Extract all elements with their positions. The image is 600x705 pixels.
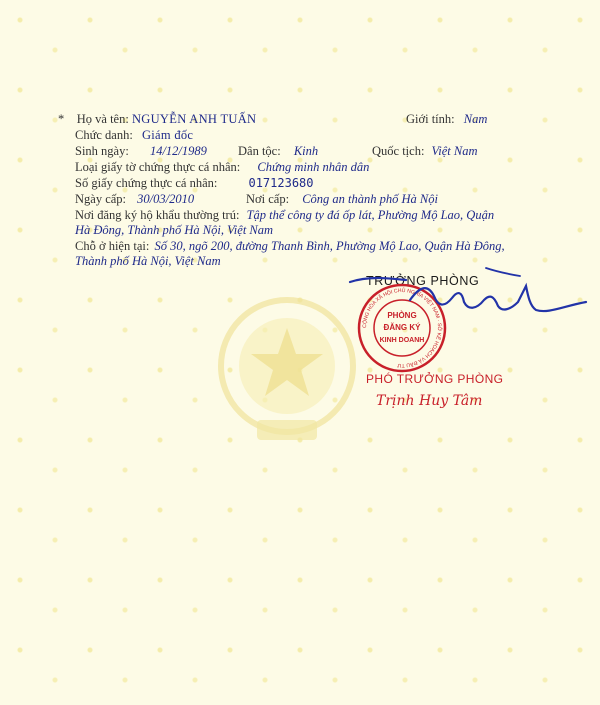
dob-row	[75, 143, 207, 159]
title-value: Giám đốc	[141, 128, 194, 142]
stamp-center-line2: ĐĂNG KÝ	[383, 323, 421, 332]
household-value-line2: Hà Đông, Thành phố Hà Nội, Việt Nam	[75, 223, 274, 237]
name-row	[58, 111, 256, 127]
household-label: Nơi đăng ký hộ khẩu thường trú:	[75, 208, 240, 222]
ethnicity-row	[238, 143, 318, 159]
issue-place-row	[246, 191, 438, 207]
issue-place-label: Nơi cấp:	[246, 192, 290, 206]
residence-row	[75, 238, 505, 254]
gender-row	[406, 111, 487, 127]
title-label: Chức danh:	[75, 128, 133, 142]
nationality-value: Việt Nam	[431, 144, 478, 158]
id-number-label: Số giấy chứng thực cá nhân:	[75, 176, 218, 190]
handwritten-signature	[348, 266, 588, 346]
household-value-line1: Tập thể công ty đá ốp lát, Phường Mộ Lao, Quận	[246, 208, 495, 222]
id-number-row	[75, 175, 314, 191]
residence-value-line1: Số 30, ngõ 200, đường Thanh Bình, Phường Mộ Lao, Quận Hà Đông,	[154, 239, 505, 253]
title-row	[75, 127, 193, 143]
bullet-star: *	[58, 112, 74, 126]
id-type-value: Chứng minh nhân dân	[257, 160, 370, 174]
stamp-center-line1: PHÒNG	[387, 311, 417, 320]
id-type-row	[75, 159, 369, 175]
signature-title: TRƯỞNG PHÒNG	[366, 274, 480, 288]
name-label: Họ và tên:	[76, 112, 129, 126]
issue-date-label: Ngày cấp:	[75, 192, 127, 206]
residence-label: Chỗ ở hiện tại:	[75, 239, 150, 253]
ethnicity-value: Kinh	[293, 144, 319, 158]
ethnicity-label: Dân tộc:	[238, 144, 281, 158]
household-row	[75, 207, 494, 223]
residence-row-2	[75, 253, 221, 269]
household-row-2	[75, 222, 273, 238]
dob-label: Sinh ngày:	[75, 144, 129, 158]
dob-value: 14/12/1989	[149, 144, 207, 158]
gender-value: Nam	[463, 112, 488, 126]
national-emblem-watermark	[212, 288, 362, 458]
stamp-ring-text: CỘNG HÒA XÃ HỘI CHỦ NGHĨA VIỆT NAM · SỞ KẾ HOẠCH VÀ ĐẦU TƯ	[361, 287, 443, 369]
stamp-center-line3: KINH DOANH	[379, 337, 425, 344]
issue-place-value: Công an thành phố Hà Nội	[302, 192, 438, 206]
issue-date-value: 30/03/2010	[137, 192, 195, 206]
nationality-row	[372, 143, 478, 159]
deputy-title: PHÓ TRƯỞNG PHÒNG	[366, 372, 504, 386]
residence-value-line2: Thành phố Hà Nội, Việt Nam	[75, 254, 221, 268]
id-number-value: 017123680	[248, 176, 314, 190]
gender-label: Giới tính:	[406, 112, 455, 126]
id-type-label: Loại giấy tờ chứng thực cá nhân:	[75, 160, 241, 174]
issue-date-row	[75, 191, 194, 207]
nationality-label: Quốc tịch:	[372, 144, 425, 158]
signer-name: Trịnh Huy Tâm	[376, 393, 483, 409]
name-value: NGUYỄN ANH TUẤN	[131, 112, 257, 126]
